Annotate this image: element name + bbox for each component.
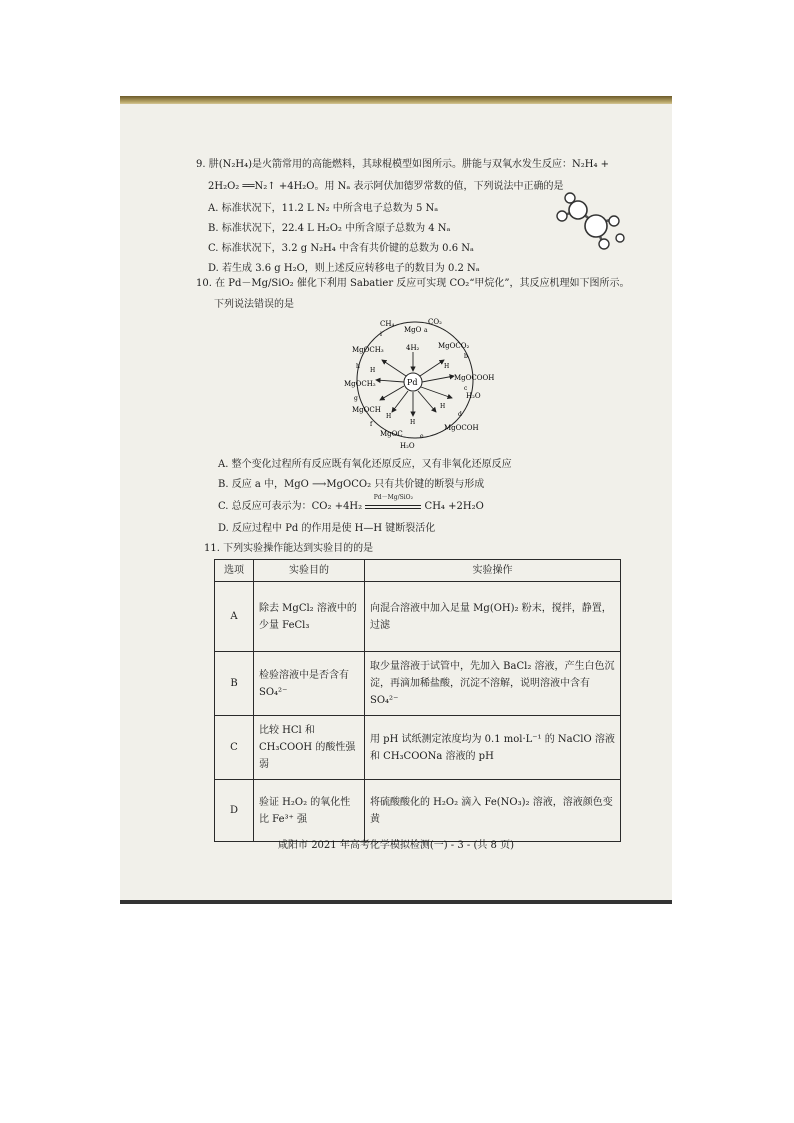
mgoch2-label: MgOCH₂: [344, 380, 376, 388]
header-option: 选项: [215, 560, 254, 582]
h-label-4: H: [386, 413, 392, 420]
mgocoh-label: MgOCOH: [444, 424, 479, 432]
mgo-label: MgO: [404, 326, 422, 334]
q9-option-c: C. 标准状况下，3.2 g N₂H₄ 中含有共价键的总数为 0.6 Nₐ: [208, 243, 474, 254]
mgoch3-label: MgOCH₃: [352, 346, 384, 354]
row-option: D: [215, 780, 254, 842]
hydrazine-ball-stick-model: [554, 190, 630, 254]
equilibrium-arrow: [365, 494, 421, 513]
sabatier-mechanism-cycle: [340, 312, 495, 452]
mgoco2-label: MgOCO₂: [438, 342, 470, 350]
header-operation: 实验操作: [365, 560, 621, 582]
table-row: [215, 652, 621, 716]
row-goal: 检验溶液中是否含有 SO₄²⁻: [254, 652, 365, 716]
mgocooh-right-label: MgOCOOH: [454, 374, 495, 382]
q10-stem-line2: 下列说法错误的是: [214, 299, 294, 310]
h-label-5: H: [370, 367, 376, 374]
row-goal: 除去 MgCl₂ 溶液中的少量 FeCl₃: [254, 582, 365, 652]
step-c: c: [464, 385, 468, 392]
h-label-3: H: [410, 419, 416, 426]
table-row: [215, 582, 621, 652]
step-g: g: [354, 395, 358, 402]
step-e: e: [420, 433, 424, 440]
step-i: i: [380, 331, 382, 338]
scan-edge-bottom: [120, 900, 672, 904]
h-label-2: H: [440, 403, 446, 410]
row-goal: 比较 HCl 和 CH₃COOH 的酸性强弱: [254, 716, 365, 780]
row-operation: 将硫酸酸化的 H₂O₂ 滴入 Fe(NO₃)₂ 溶液，溶液颜色变黄: [365, 780, 621, 842]
q10-option-b: B. 反应 a 中，MgO ⟶MgOCO₂ 只有共价键的断裂与形成: [218, 479, 485, 490]
q10-stem-line1: 10. 在 Pd－Mg/SiO₂ 催化下利用 Sabatier 反应可实现 CO₂“甲烷化”，其反应机理如下图所示。: [196, 278, 630, 289]
mgoch-label: MgOCH: [352, 406, 381, 414]
row-operation: 向混合溶液中加入足量 Mg(OH)₂ 粉末，搅拌，静置，过滤: [365, 582, 621, 652]
table-row: [215, 780, 621, 842]
step-f: f: [370, 421, 373, 428]
q9-stem-line2: 2H₂O₂ ══N₂↑ +4H₂O。用 Nₐ 表示阿伏加德罗常数的值，下列说法中正确的是: [208, 181, 564, 192]
row-goal: 验证 H₂O₂ 的氧化性比 Fe³⁺ 强: [254, 780, 365, 842]
row-operation: 用 pH 试纸测定浓度均为 0.1 mol·L⁻¹ 的 NaClO 溶液和 CH₃COONa 溶液的 pH: [365, 716, 621, 780]
q9-option-b: B. 标准状况下，22.4 L H₂O₂ 中所含原子总数为 4 Nₐ: [208, 223, 451, 234]
ch4-label: CH₄: [380, 320, 395, 328]
table-header-row: [215, 560, 621, 582]
q11-stem: 11. 下列实验操作能达到实验目的的是: [204, 543, 374, 554]
q9-option-a: A. 标准状况下，11.2 L N₂ 中所含电子总数为 5 Nₐ: [208, 203, 439, 214]
step-d: d: [458, 411, 462, 418]
h2o-right-label: H₂O: [466, 392, 481, 400]
q9-stem-line1: 9. 肼(N₂H₄)是火箭常用的高能燃料，其球棍模型如图所示。肼能与双氧水发生反应：N₂H₄ +: [196, 159, 610, 170]
q10-option-c-products: CH₄ +2H₂O: [424, 501, 484, 512]
q10-option-c: [218, 494, 484, 513]
pd-label: Pd: [407, 378, 418, 387]
table-row: [215, 716, 621, 780]
step-b: b: [464, 353, 468, 360]
catalyst-condition: Pd－Mg/SiO₂: [373, 494, 413, 501]
mgoc-label: MgOC: [380, 430, 403, 438]
co2-label: CO₂: [428, 318, 442, 326]
page-footer: 咸阳市 2021 年高考化学模拟检测(一) - 3 - (共 8 页): [278, 840, 514, 851]
row-option: C: [215, 716, 254, 780]
h-label-1: H: [444, 363, 450, 370]
step-h: h: [356, 363, 360, 370]
h2o-bottom-label: H₂O: [400, 442, 415, 450]
h2-label: 4H₂: [406, 344, 420, 352]
q10-option-d: D. 反应过程中 Pd 的作用是使 H—H 键断裂活化: [218, 523, 436, 534]
step-a: a: [424, 327, 428, 334]
q10-option-a: A. 整个变化过程所有反应既有氧化还原反应，又有非氧化还原反应: [218, 459, 512, 470]
row-operation: 取少量溶液于试管中，先加入 BaCl₂ 溶液，产生白色沉淀，再滴加稀盐酸，沉淀不溶解，说明溶液中含有 SO₄²⁻: [365, 652, 621, 716]
q10-option-c-reactants: C. 总反应可表示为：CO₂ +4H₂: [218, 501, 363, 512]
q9-option-d: D. 若生成 3.6 g H₂O，则上述反应转移电子的数目为 0.2 Nₐ: [208, 263, 480, 274]
row-option: B: [215, 652, 254, 716]
header-goal: 实验目的: [254, 560, 365, 582]
experiment-table: [214, 559, 621, 842]
row-option: A: [215, 582, 254, 652]
